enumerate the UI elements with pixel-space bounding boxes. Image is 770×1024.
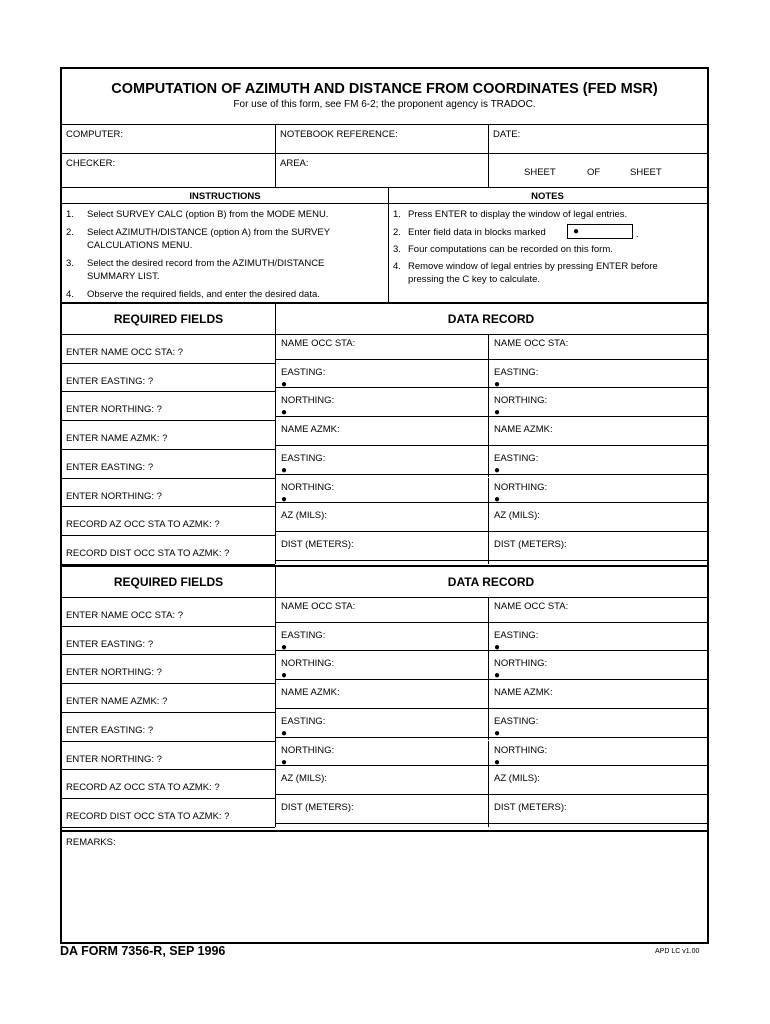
data-record-field[interactable] <box>276 684 487 707</box>
required-field-label: ENTER NAME OCC STA: ? <box>66 610 184 621</box>
entry-bullet: ● <box>494 756 501 768</box>
entry-bullet: ● <box>281 756 288 768</box>
required-field-label: ENTER NORTHING: ? <box>66 753 162 765</box>
entry-bullet: ● <box>494 464 501 476</box>
row-divider <box>275 502 707 503</box>
row-divider <box>275 737 707 738</box>
row-divider <box>62 363 275 364</box>
data-record-field[interactable] <box>276 450 487 473</box>
entry-bullet: ● <box>494 727 501 739</box>
instruction-text: Select AZIMUTH/DISTANCE (option A) from the SURVEY <box>87 227 331 238</box>
entry-bullet: ● <box>281 670 288 682</box>
form-version: APD LC v1.00 <box>655 948 700 955</box>
note-number: 1. <box>393 209 401 220</box>
data-record-field[interactable] <box>276 598 487 621</box>
required-field-label: ENTER EASTING: ? <box>66 375 154 387</box>
data-record-field[interactable] <box>276 770 487 793</box>
required-field-label: RECORD DIST OCC STA TO AZMK: ? <box>66 810 230 822</box>
data-record-field[interactable] <box>276 799 487 822</box>
data-record-field[interactable] <box>276 364 487 387</box>
data-record-field[interactable] <box>489 479 706 502</box>
form-subtitle: For use of this form, see FM 6-2; the proponent agency is TRADOC. <box>233 99 536 110</box>
row-divider <box>275 531 707 532</box>
section-divider <box>62 565 707 567</box>
row-divider <box>62 741 275 742</box>
data-record-label: NAME OCC STA: <box>494 601 569 612</box>
data-record-field[interactable] <box>276 507 487 530</box>
note-number: 2. <box>393 227 401 238</box>
instruction-text: CALCULATIONS MENU. <box>87 240 193 251</box>
row-divider <box>62 391 275 392</box>
data-record-label: AZ (MILS): <box>494 773 540 785</box>
data-record-label: NORTHING: <box>494 481 548 493</box>
required-fields-heading: REQUIRED FIELDS <box>113 312 224 326</box>
instruction-text: SUMMARY LIST. <box>87 271 160 282</box>
computer-field-label: COMPUTER: <box>66 129 123 140</box>
entry-bullet: ● <box>494 641 501 653</box>
section-divider <box>62 302 707 304</box>
data-record-field[interactable] <box>489 392 706 415</box>
data-record-field[interactable] <box>276 713 487 736</box>
row-divider <box>275 794 707 795</box>
data-record-field[interactable] <box>489 536 706 559</box>
row-divider <box>62 626 275 627</box>
row-divider <box>62 769 275 770</box>
data-record-label: NORTHING: <box>281 481 335 493</box>
entry-bullet: ● <box>494 407 501 419</box>
row-divider <box>275 650 707 651</box>
row-divider <box>275 416 707 417</box>
entry-bullet: ● <box>494 493 501 505</box>
required-field-label: ENTER NORTHING: ? <box>66 490 162 502</box>
row-divider <box>275 679 707 680</box>
data-record-field[interactable] <box>489 799 706 822</box>
data-record-label: DIST (METERS): <box>494 801 567 813</box>
note-text: pressing the C key to calculate. <box>408 274 541 285</box>
data-record-label: NORTHING: <box>494 744 548 756</box>
data-record-label: DIST (METERS): <box>494 538 567 550</box>
row-divider <box>62 449 275 450</box>
data-record-label: DIST (METERS): <box>281 538 354 550</box>
entry-bullet: ● <box>281 378 288 390</box>
entry-bullet: ● <box>281 641 288 653</box>
required-field-label: RECORD AZ OCC STA TO AZMK: ? <box>66 519 220 531</box>
row-divider <box>62 654 275 655</box>
row-divider <box>62 478 275 479</box>
da-form-7356 <box>60 67 709 944</box>
data-record-field[interactable] <box>489 684 706 707</box>
row-divider <box>62 827 275 828</box>
notes-heading: NOTES <box>531 191 564 202</box>
data-record-field[interactable] <box>276 392 487 415</box>
note-text: Four computations can be recorded on this form. <box>408 244 613 255</box>
row-divider <box>275 622 707 623</box>
required-field-label: ENTER NORTHING: ? <box>66 404 162 416</box>
row-divider <box>62 712 275 713</box>
data-record-field[interactable] <box>489 364 706 387</box>
data-record-field[interactable] <box>489 627 706 650</box>
required-field-label: RECORD AZ OCC STA TO AZMK: ? <box>66 782 220 794</box>
of-label: OF <box>587 167 601 178</box>
required-field-label: ENTER NAME AZMK: ? <box>66 696 168 708</box>
data-record-field[interactable] <box>276 421 487 444</box>
data-record-field[interactable] <box>276 742 487 765</box>
entry-bullet: ● <box>281 727 288 739</box>
note-text: Press ENTER to display the window of legal entries. <box>408 209 628 220</box>
data-record-field[interactable] <box>489 421 706 444</box>
required-field-label: RECORD DIST OCC STA TO AZMK: ? <box>66 547 230 559</box>
data-record-label: EASTING: <box>494 715 539 727</box>
instructions-heading: INSTRUCTIONS <box>189 191 261 202</box>
data-record-label: EASTING: <box>281 629 326 641</box>
data-record-label: NORTHING: <box>494 658 548 670</box>
data-record-field[interactable] <box>276 536 487 559</box>
row-divider <box>275 560 707 561</box>
data-record-label: AZ (MILS): <box>494 510 540 522</box>
instruction-text: Select SURVEY CALC (option B) from the MODE MENU. <box>87 209 329 220</box>
row-divider <box>275 708 707 709</box>
data-record-label: NORTHING: <box>281 744 335 756</box>
data-record-label: EASTING: <box>281 715 326 727</box>
data-record-label: AZ (MILS): <box>281 510 327 522</box>
note-text: Enter field data in blocks marked <box>408 227 546 238</box>
row-divider <box>62 683 275 684</box>
data-record-field[interactable] <box>489 655 706 678</box>
note-number: 4. <box>393 261 401 272</box>
data-record-label: EASTING: <box>494 366 539 378</box>
row-divider <box>275 823 707 824</box>
data-record-field[interactable] <box>276 655 487 678</box>
data-record-field[interactable] <box>276 479 487 502</box>
instruction-text: Observe the required fields, and enter the desired data. <box>87 289 320 300</box>
data-record-label: NORTHING: <box>494 395 548 407</box>
data-record-field[interactable] <box>276 335 487 358</box>
remarks-field[interactable] <box>62 849 707 942</box>
data-record-field[interactable] <box>489 598 706 621</box>
data-record-label: NAME OCC STA: <box>281 338 356 349</box>
data-record-heading: DATA RECORD <box>447 575 535 589</box>
form-title: COMPUTATION OF AZIMUTH AND DISTANCE FROM COORDINATES (FED MSR) <box>111 81 658 97</box>
section-divider <box>62 830 707 832</box>
data-record-label: EASTING: <box>281 452 326 464</box>
row-divider <box>62 506 275 507</box>
area-field-label: AREA: <box>280 158 309 169</box>
data-record-field[interactable] <box>489 742 706 765</box>
form-number: DA FORM 7356-R, SEP 1996 <box>60 944 226 958</box>
data-record-label: NAME OCC STA: <box>494 338 569 349</box>
marked-block-example <box>567 224 633 239</box>
checker-field-label: CHECKER: <box>66 158 116 169</box>
row-divider <box>62 535 275 536</box>
row-divider <box>275 474 707 475</box>
bullet-marker: ● <box>573 226 580 237</box>
row-divider <box>62 420 275 421</box>
instruction-number: 1. <box>66 209 74 220</box>
note-number: 3. <box>393 244 401 255</box>
entry-bullet: ● <box>281 464 288 476</box>
data-record-heading: DATA RECORD <box>447 312 535 326</box>
data-record-label: EASTING: <box>281 366 326 378</box>
required-field-label: ENTER NAME AZMK: ? <box>66 433 168 445</box>
data-record-label: AZ (MILS): <box>281 773 327 785</box>
data-record-label: NORTHING: <box>281 658 335 670</box>
notebook-reference-field-label: NOTEBOOK REFERENCE: <box>280 129 398 140</box>
row-divider <box>275 387 707 388</box>
data-record-field[interactable] <box>489 507 706 530</box>
data-record-label: NAME AZMK: <box>494 687 553 699</box>
data-record-label: NORTHING: <box>281 395 335 407</box>
data-record-field[interactable] <box>489 770 706 793</box>
data-record-label: NAME AZMK: <box>281 687 340 699</box>
date-field-label: DATE: <box>493 129 521 140</box>
note-text-tail: . <box>636 229 639 240</box>
row-divider <box>275 765 707 766</box>
required-field-label: ENTER EASTING: ? <box>66 461 154 473</box>
instruction-number: 4. <box>66 289 74 300</box>
required-field-label: ENTER NAME OCC STA: ? <box>66 347 184 358</box>
row-divider <box>62 798 275 799</box>
data-record-field[interactable] <box>489 713 706 736</box>
data-record-label: EASTING: <box>494 452 539 464</box>
data-record-field[interactable] <box>276 627 487 650</box>
data-record-field[interactable] <box>489 450 706 473</box>
data-record-label: NAME AZMK: <box>281 424 340 436</box>
data-record-field[interactable] <box>489 335 706 358</box>
data-record-label: DIST (METERS): <box>281 801 354 813</box>
instruction-text: Select the desired record from the AZIMUTH/DISTANCE <box>87 258 325 269</box>
row-divider <box>275 445 707 446</box>
required-fields-heading: REQUIRED FIELDS <box>113 575 224 589</box>
required-field-label: ENTER EASTING: ? <box>66 638 154 650</box>
data-record-label: NAME OCC STA: <box>281 601 356 612</box>
sheet-total-label: SHEET <box>630 167 662 178</box>
entry-bullet: ● <box>281 407 288 419</box>
entry-bullet: ● <box>281 493 288 505</box>
data-record-label: EASTING: <box>494 629 539 641</box>
instruction-number: 3. <box>66 258 74 269</box>
note-text: Remove window of legal entries by pressing ENTER before <box>408 261 658 272</box>
required-field-label: ENTER EASTING: ? <box>66 724 154 736</box>
data-record-label: NAME AZMK: <box>494 424 553 436</box>
entry-bullet: ● <box>494 378 501 390</box>
row-divider <box>275 359 707 360</box>
entry-bullet: ● <box>494 670 501 682</box>
remarks-label: REMARKS: <box>66 837 116 848</box>
sheet-label: SHEET <box>524 167 556 178</box>
instruction-number: 2. <box>66 227 74 238</box>
required-field-label: ENTER NORTHING: ? <box>66 667 162 679</box>
